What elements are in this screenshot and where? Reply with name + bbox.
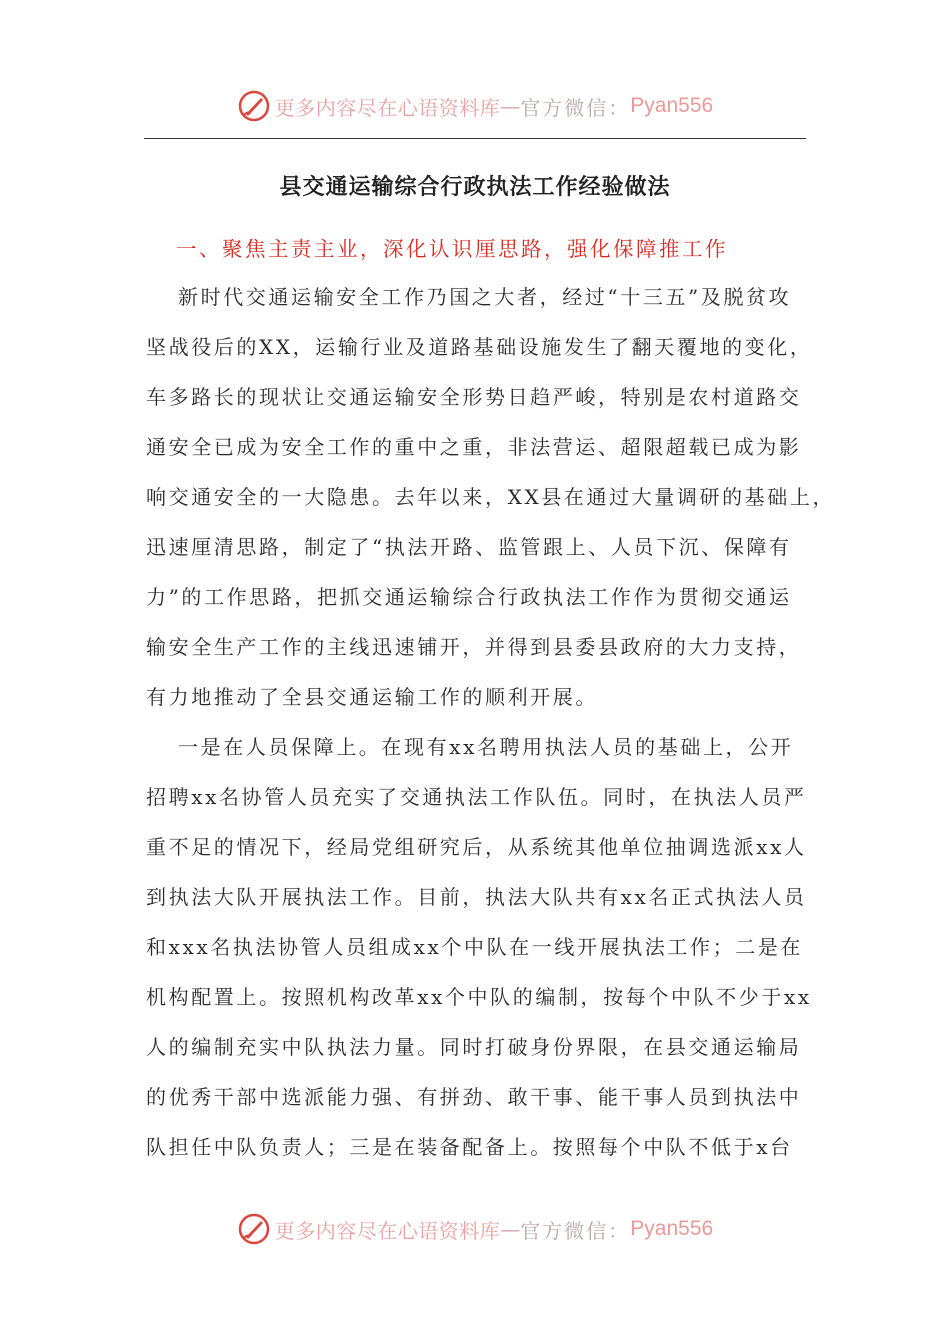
section-heading: 一、聚焦主责主业，深化认识厘思路，强化保障推工作 (176, 237, 728, 261)
wechat-id: Pyan556 (630, 94, 714, 117)
footer-watermark (0, 1207, 950, 1251)
paragraph-line: 机构配置上。按照机构改革xx个中队的编制，按每个中队不少于xx (146, 985, 812, 1009)
paragraph-line: 招聘xx名协管人员充实了交通执法工作队伍。同时，在执法人员严 (146, 785, 807, 809)
paragraph-line: 新时代交通运输安全工作乃国之大者，经过“十三五”及脱贫攻 (178, 285, 792, 309)
paragraph-line: 迅速厘清思路，制定了“执法开路、监管跟上、人员下沉、保障有 (146, 535, 792, 559)
paragraph-line: 的优秀干部中选派能力强、有拼劲、敢干事、能干事人员到执法中 (146, 1085, 802, 1109)
paragraph-line: 人的编制充实中队执法力量。同时打破身份界限，在县交通运输局 (146, 1035, 802, 1059)
paragraph-line: 车多路长的现状让交通运输安全形势日趋严峻，特别是农村道路交 (146, 385, 802, 409)
header-rule (144, 138, 806, 139)
paragraph-line: 队担任中队负责人；三是在装备配备上。按照每个中队不低于x台 (146, 1135, 793, 1159)
paragraph-line: 坚战役后的XX，运输行业及道路基础设施发生了翻天覆地的变化， (146, 335, 813, 359)
site-name: 更多内容尽在心语资料库 (274, 95, 501, 120)
separator: — (500, 94, 521, 118)
quill-seal-icon (237, 89, 271, 123)
paragraph-line: 重不足的情况下，经局党组研究后，从系统其他单位抽调选派xx人 (146, 835, 807, 859)
header-watermark (0, 84, 950, 128)
wechat-label: 官方微信： (520, 1218, 631, 1243)
paragraph-line: 力”的工作思路，把抓交通运输综合行政执法工作作为贯彻交通运 (146, 585, 792, 609)
paragraph-line: 到执法大队开展执法工作。目前，执法大队共有xx名正式执法人员 (146, 885, 807, 909)
paragraph-line: 和xxx名执法协管人员组成xx个中队在一线开展执法工作；二是在 (146, 935, 803, 959)
paragraph-line: 一是在人员保障上。在现有xx名聘用执法人员的基础上，公开 (178, 735, 794, 759)
paragraph-line: 有力地推动了全县交通运输工作的顺利开展。 (146, 685, 598, 709)
quill-seal-icon (237, 1212, 271, 1246)
paragraph-line: 响交通安全的一大隐患。去年以来，XX县在通过大量调研的基础上， (146, 485, 836, 509)
wechat-label: 官方微信： (520, 95, 631, 120)
separator: — (500, 1217, 521, 1241)
page-title: 县交通运输综合行政执法工作经验做法 (279, 174, 671, 200)
paragraph-line: 输安全生产工作的主线迅速铺开，并得到县委县政府的大力支持， (146, 635, 802, 659)
site-name: 更多内容尽在心语资料库 (274, 1218, 501, 1243)
wechat-id: Pyan556 (630, 1217, 714, 1240)
paragraph-line: 通安全已成为安全工作的重中之重，非法营运、超限超载已成为影 (146, 435, 802, 459)
